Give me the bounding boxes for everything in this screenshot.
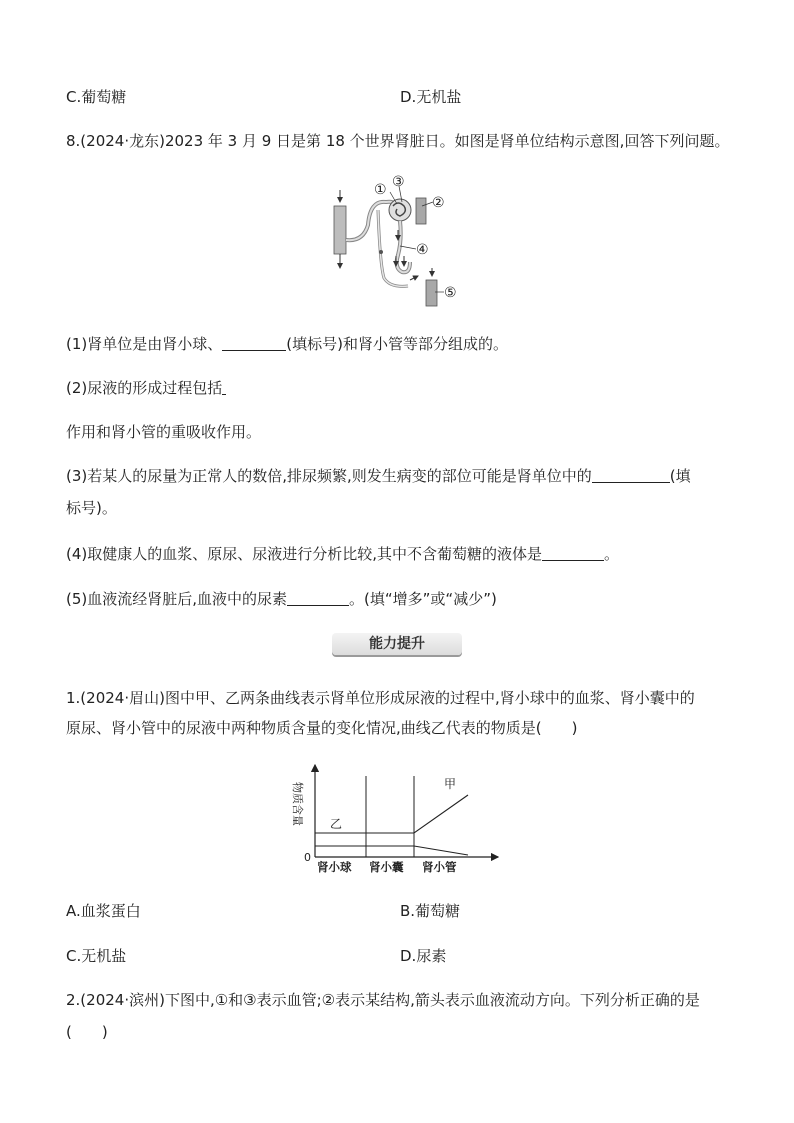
- question-1-line-2: 原尿、肾小管中的尿液中两种物质含量的变化情况,曲线乙代表的物质是( ): [66, 719, 578, 737]
- label-4: ④: [416, 242, 429, 258]
- question-2-line-2: ( ): [66, 1023, 108, 1041]
- question-2-line-1: 2.(2024·滨州)下图中,①和③表示血管;②表示某结构,箭头表示血液流动方向。下列分析正确的是: [66, 991, 700, 1009]
- question-8-part-1: (1)肾单位是由肾小球、 (填标号)和肾小管等部分组成的。: [66, 335, 508, 353]
- nephron-diagram: [318, 170, 468, 310]
- question-8-part-4: (4)取健康人的血浆、原尿、尿液进行分析比较,其中不含葡萄糖的液体是 。: [66, 545, 620, 563]
- option-c: C.无机盐: [66, 947, 127, 965]
- segment-label-2: 肾小囊: [369, 860, 404, 874]
- segment-label-3: 肾小管: [422, 860, 457, 874]
- answer-blank[interactable]: [222, 378, 226, 395]
- label-5: ⑤: [444, 285, 457, 301]
- substance-chart: [286, 760, 506, 878]
- y-axis-label: 物质含量: [291, 782, 304, 826]
- option-a: A.血浆蛋白: [66, 902, 141, 920]
- option-d: D.尿素: [400, 947, 447, 965]
- question-1-line-1: 1.(2024·眉山)图中甲、乙两条曲线表示肾单位形成尿液的过程中,肾小球中的血浆、肾小囊中的: [66, 689, 695, 707]
- segment-label-1: 肾小球: [317, 860, 352, 874]
- curve-yi: [315, 846, 468, 855]
- answer-blank[interactable]: [287, 589, 349, 606]
- answer-blank[interactable]: [542, 544, 604, 561]
- curve-jia-label: 甲: [444, 777, 457, 791]
- option-b: B.葡萄糖: [400, 902, 461, 920]
- question-8-part-2: (2)尿液的形成过程包括: [66, 378, 226, 398]
- answer-blank[interactable]: [222, 334, 286, 351]
- answer-blank[interactable]: [592, 466, 670, 483]
- question-8-stem: 8.(2024·龙东)2023 年 3 月 9 日是第 18 个世界肾脏日。如图是肾单位结构示意图,回答下列问题。: [66, 132, 730, 150]
- question-8-part-3: (3)若某人的尿量为正常人的数倍,排尿频繁,则发生病变的部位可能是肾单位中的 (填: [66, 467, 691, 485]
- label-2: ②: [432, 195, 445, 211]
- question-8-part-2-cont: 作用和肾小管的重吸收作用。: [66, 423, 262, 441]
- question-8-part-5: (5)血液流经肾脏后,血液中的尿素 。(填“增多”或“减少”): [66, 590, 497, 608]
- label-3: ③: [392, 174, 405, 190]
- option-c: C.葡萄糖: [66, 88, 127, 106]
- option-d: D.无机盐: [400, 88, 462, 106]
- label-1: ①: [374, 182, 387, 198]
- section-title: 能力提升: [332, 633, 462, 655]
- curve-yi-label: 乙: [330, 817, 343, 831]
- origin-label: 0: [304, 851, 311, 864]
- question-8-part-3-cont: 标号)。: [66, 499, 117, 517]
